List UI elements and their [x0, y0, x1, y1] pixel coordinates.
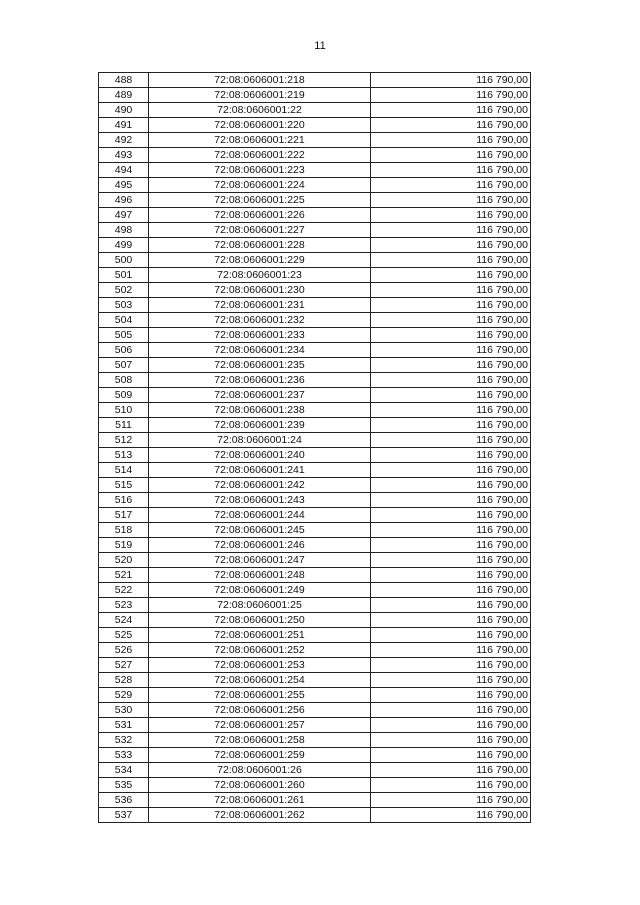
- value-cell: 116 790,00: [371, 463, 531, 478]
- row-number-cell: 511: [99, 418, 149, 433]
- cadastral-number-cell: 72:08:0606001:254: [149, 673, 371, 688]
- cadastral-number-cell: 72:08:0606001:258: [149, 733, 371, 748]
- value-cell: 116 790,00: [371, 688, 531, 703]
- table-row: [99, 313, 531, 328]
- row-number-cell: 522: [99, 583, 149, 598]
- cadastral-value-table: [98, 72, 531, 823]
- table-row: [99, 343, 531, 358]
- cadastral-number-cell: 72:08:0606001:231: [149, 298, 371, 313]
- value-cell: 116 790,00: [371, 373, 531, 388]
- value-cell: 116 790,00: [371, 643, 531, 658]
- table-row: [99, 73, 531, 88]
- row-number-cell: 495: [99, 178, 149, 193]
- value-cell: 116 790,00: [371, 148, 531, 163]
- cadastral-number-cell: 72:08:0606001:259: [149, 748, 371, 763]
- cadastral-number-cell: 72:08:0606001:223: [149, 163, 371, 178]
- cadastral-number-cell: 72:08:0606001:233: [149, 328, 371, 343]
- row-number-cell: 518: [99, 523, 149, 538]
- row-number-cell: 529: [99, 688, 149, 703]
- value-cell: 116 790,00: [371, 133, 531, 148]
- row-number-cell: 530: [99, 703, 149, 718]
- row-number-cell: 496: [99, 193, 149, 208]
- cadastral-number-cell: 72:08:0606001:220: [149, 118, 371, 133]
- cadastral-number-cell: 72:08:0606001:261: [149, 793, 371, 808]
- value-cell: 116 790,00: [371, 403, 531, 418]
- cadastral-number-cell: 72:08:0606001:25: [149, 598, 371, 613]
- cadastral-number-cell: 72:08:0606001:24: [149, 433, 371, 448]
- table-row: [99, 763, 531, 778]
- cadastral-number-cell: 72:08:0606001:218: [149, 73, 371, 88]
- row-number-cell: 493: [99, 148, 149, 163]
- table-row: [99, 418, 531, 433]
- value-cell: 116 790,00: [371, 433, 531, 448]
- value-cell: 116 790,00: [371, 73, 531, 88]
- row-number-cell: 517: [99, 508, 149, 523]
- table-row: [99, 808, 531, 823]
- row-number-cell: 510: [99, 403, 149, 418]
- value-cell: 116 790,00: [371, 538, 531, 553]
- row-number-cell: 528: [99, 673, 149, 688]
- value-cell: 116 790,00: [371, 508, 531, 523]
- table-row: [99, 703, 531, 718]
- row-number-cell: 489: [99, 88, 149, 103]
- row-number-cell: 523: [99, 598, 149, 613]
- table-row: [99, 133, 531, 148]
- cadastral-number-cell: 72:08:0606001:232: [149, 313, 371, 328]
- row-number-cell: 534: [99, 763, 149, 778]
- value-cell: 116 790,00: [371, 238, 531, 253]
- value-cell: 116 790,00: [371, 283, 531, 298]
- row-number-cell: 524: [99, 613, 149, 628]
- cadastral-number-cell: 72:08:0606001:244: [149, 508, 371, 523]
- value-cell: 116 790,00: [371, 208, 531, 223]
- table-row: [99, 733, 531, 748]
- value-cell: 116 790,00: [371, 658, 531, 673]
- cadastral-number-cell: 72:08:0606001:235: [149, 358, 371, 373]
- table-row: [99, 358, 531, 373]
- cadastral-number-cell: 72:08:0606001:249: [149, 583, 371, 598]
- value-cell: 116 790,00: [371, 523, 531, 538]
- cadastral-number-cell: 72:08:0606001:221: [149, 133, 371, 148]
- table-row: [99, 643, 531, 658]
- row-number-cell: 503: [99, 298, 149, 313]
- value-cell: 116 790,00: [371, 268, 531, 283]
- cadastral-number-cell: 72:08:0606001:219: [149, 88, 371, 103]
- row-number-cell: 514: [99, 463, 149, 478]
- cadastral-number-cell: 72:08:0606001:242: [149, 478, 371, 493]
- value-cell: 116 790,00: [371, 613, 531, 628]
- row-number-cell: 527: [99, 658, 149, 673]
- table-row: [99, 193, 531, 208]
- value-cell: 116 790,00: [371, 478, 531, 493]
- value-cell: 116 790,00: [371, 88, 531, 103]
- row-number-cell: 504: [99, 313, 149, 328]
- value-cell: 116 790,00: [371, 418, 531, 433]
- cadastral-number-cell: 72:08:0606001:241: [149, 463, 371, 478]
- table-row: [99, 568, 531, 583]
- cadastral-number-cell: 72:08:0606001:229: [149, 253, 371, 268]
- cadastral-number-cell: 72:08:0606001:22: [149, 103, 371, 118]
- cadastral-number-cell: 72:08:0606001:227: [149, 223, 371, 238]
- row-number-cell: 520: [99, 553, 149, 568]
- table-row: [99, 163, 531, 178]
- row-number-cell: 526: [99, 643, 149, 658]
- row-number-cell: 507: [99, 358, 149, 373]
- table-row: [99, 268, 531, 283]
- cadastral-number-cell: 72:08:0606001:224: [149, 178, 371, 193]
- cadastral-number-cell: 72:08:0606001:230: [149, 283, 371, 298]
- value-cell: 116 790,00: [371, 493, 531, 508]
- table-row: [99, 793, 531, 808]
- table-row: [99, 658, 531, 673]
- value-cell: 116 790,00: [371, 163, 531, 178]
- cadastral-number-cell: 72:08:0606001:238: [149, 403, 371, 418]
- table-row: [99, 433, 531, 448]
- value-cell: 116 790,00: [371, 328, 531, 343]
- row-number-cell: 516: [99, 493, 149, 508]
- value-cell: 116 790,00: [371, 583, 531, 598]
- cadastral-number-cell: 72:08:0606001:247: [149, 553, 371, 568]
- cadastral-number-cell: 72:08:0606001:253: [149, 658, 371, 673]
- cadastral-number-cell: 72:08:0606001:26: [149, 763, 371, 778]
- value-cell: 116 790,00: [371, 118, 531, 133]
- cadastral-number-cell: 72:08:0606001:248: [149, 568, 371, 583]
- table-row: [99, 238, 531, 253]
- cadastral-number-cell: 72:08:0606001:256: [149, 703, 371, 718]
- table-row: [99, 463, 531, 478]
- table-row: [99, 298, 531, 313]
- row-number-cell: 492: [99, 133, 149, 148]
- table-row: [99, 523, 531, 538]
- table-row: [99, 208, 531, 223]
- table-row: [99, 718, 531, 733]
- value-cell: 116 790,00: [371, 178, 531, 193]
- value-cell: 116 790,00: [371, 673, 531, 688]
- table-row: [99, 223, 531, 238]
- cadastral-number-cell: 72:08:0606001:234: [149, 343, 371, 358]
- table-row: [99, 538, 531, 553]
- row-number-cell: 508: [99, 373, 149, 388]
- table-row: [99, 178, 531, 193]
- table-row: [99, 88, 531, 103]
- row-number-cell: 532: [99, 733, 149, 748]
- row-number-cell: 537: [99, 808, 149, 823]
- table-row: [99, 748, 531, 763]
- row-number-cell: 501: [99, 268, 149, 283]
- value-cell: 116 790,00: [371, 628, 531, 643]
- cadastral-number-cell: 72:08:0606001:262: [149, 808, 371, 823]
- table-row: [99, 598, 531, 613]
- row-number-cell: 536: [99, 793, 149, 808]
- cadastral-number-cell: 72:08:0606001:23: [149, 268, 371, 283]
- cadastral-number-cell: 72:08:0606001:222: [149, 148, 371, 163]
- row-number-cell: 497: [99, 208, 149, 223]
- cadastral-number-cell: 72:08:0606001:239: [149, 418, 371, 433]
- table-row: [99, 388, 531, 403]
- cadastral-number-cell: 72:08:0606001:240: [149, 448, 371, 463]
- row-number-cell: 506: [99, 343, 149, 358]
- cadastral-number-cell: 72:08:0606001:255: [149, 688, 371, 703]
- row-number-cell: 499: [99, 238, 149, 253]
- cadastral-number-cell: 72:08:0606001:250: [149, 613, 371, 628]
- cadastral-number-cell: 72:08:0606001:226: [149, 208, 371, 223]
- table-row: [99, 688, 531, 703]
- row-number-cell: 491: [99, 118, 149, 133]
- value-cell: 116 790,00: [371, 703, 531, 718]
- value-cell: 116 790,00: [371, 598, 531, 613]
- row-number-cell: 515: [99, 478, 149, 493]
- table-row: [99, 148, 531, 163]
- table-row: [99, 508, 531, 523]
- cadastral-number-cell: 72:08:0606001:260: [149, 778, 371, 793]
- value-cell: 116 790,00: [371, 778, 531, 793]
- cadastral-number-cell: 72:08:0606001:245: [149, 523, 371, 538]
- table-row: [99, 103, 531, 118]
- row-number-cell: 502: [99, 283, 149, 298]
- table-row: [99, 253, 531, 268]
- row-number-cell: 521: [99, 568, 149, 583]
- value-cell: 116 790,00: [371, 343, 531, 358]
- cadastral-number-cell: 72:08:0606001:243: [149, 493, 371, 508]
- row-number-cell: 494: [99, 163, 149, 178]
- value-cell: 116 790,00: [371, 223, 531, 238]
- row-number-cell: 488: [99, 73, 149, 88]
- table-row: [99, 283, 531, 298]
- row-number-cell: 535: [99, 778, 149, 793]
- table-row: [99, 118, 531, 133]
- table-row: [99, 553, 531, 568]
- value-cell: 116 790,00: [371, 253, 531, 268]
- value-cell: 116 790,00: [371, 553, 531, 568]
- value-cell: 116 790,00: [371, 388, 531, 403]
- value-cell: 116 790,00: [371, 568, 531, 583]
- value-cell: 116 790,00: [371, 748, 531, 763]
- row-number-cell: 513: [99, 448, 149, 463]
- cadastral-number-cell: 72:08:0606001:246: [149, 538, 371, 553]
- table-row: [99, 628, 531, 643]
- value-cell: 116 790,00: [371, 733, 531, 748]
- row-number-cell: 531: [99, 718, 149, 733]
- value-cell: 116 790,00: [371, 808, 531, 823]
- value-cell: 116 790,00: [371, 448, 531, 463]
- row-number-cell: 512: [99, 433, 149, 448]
- table-row: [99, 403, 531, 418]
- table-row: [99, 478, 531, 493]
- cadastral-number-cell: 72:08:0606001:252: [149, 643, 371, 658]
- row-number-cell: 509: [99, 388, 149, 403]
- value-cell: 116 790,00: [371, 103, 531, 118]
- row-number-cell: 519: [99, 538, 149, 553]
- cadastral-number-cell: 72:08:0606001:251: [149, 628, 371, 643]
- table-row: [99, 448, 531, 463]
- value-cell: 116 790,00: [371, 298, 531, 313]
- table-row: [99, 493, 531, 508]
- value-cell: 116 790,00: [371, 358, 531, 373]
- value-cell: 116 790,00: [371, 793, 531, 808]
- table-row: [99, 373, 531, 388]
- table-row: [99, 778, 531, 793]
- cadastral-number-cell: 72:08:0606001:228: [149, 238, 371, 253]
- cadastral-number-cell: 72:08:0606001:225: [149, 193, 371, 208]
- row-number-cell: 525: [99, 628, 149, 643]
- table-row: [99, 673, 531, 688]
- table-row: [99, 583, 531, 598]
- row-number-cell: 505: [99, 328, 149, 343]
- cadastral-number-cell: 72:08:0606001:236: [149, 373, 371, 388]
- row-number-cell: 490: [99, 103, 149, 118]
- table-row: [99, 613, 531, 628]
- row-number-cell: 500: [99, 253, 149, 268]
- value-cell: 116 790,00: [371, 313, 531, 328]
- value-cell: 116 790,00: [371, 763, 531, 778]
- value-cell: 116 790,00: [371, 193, 531, 208]
- table-row: [99, 328, 531, 343]
- cadastral-number-cell: 72:08:0606001:237: [149, 388, 371, 403]
- value-cell: 116 790,00: [371, 718, 531, 733]
- table-body: [99, 73, 531, 823]
- row-number-cell: 533: [99, 748, 149, 763]
- page-number: 11: [314, 40, 326, 52]
- row-number-cell: 498: [99, 223, 149, 238]
- cadastral-number-cell: 72:08:0606001:257: [149, 718, 371, 733]
